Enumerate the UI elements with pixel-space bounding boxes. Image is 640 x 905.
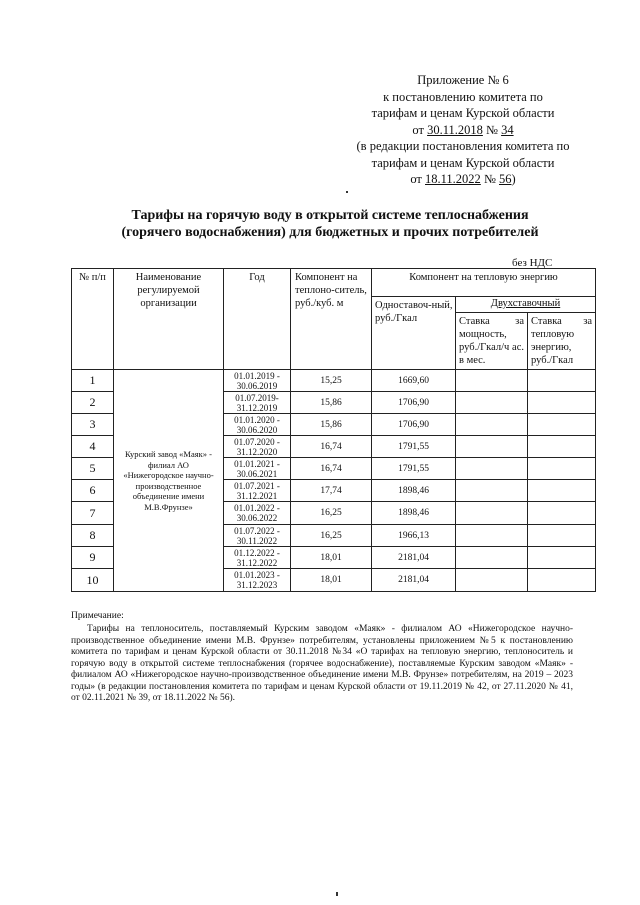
row-thermal-rate-value xyxy=(528,436,596,458)
note-text: Тарифы на теплоноситель, поставляемый Курским заводом «Маяк» - филиалом АО «Нижегородское научно-производственное объединение имени М.В. Фрунзе» потребителям, установлены приложением №5 к постановлению комитета по тарифам и ценам Курской области от 30.11.2018 №34 «О тарифах на тепловую энергию, теплоноситель и горячую воду в открытой системе теплоснабжения (горячее водоснабжение), поставляемые Курским заводом «Маяк» - филиалом АО «Нижегородское научно-производственное объединение имени М.В. Фрунзе» потребителям, на 2019 – 2023 годы» (в редакции постановления комитета по тарифам и ценам Курской области от 19.11.2019 № 42, от 27.11.2020 № 41, от 02.11.2021 № 39, от 18.11.2022 № 56). xyxy=(71,624,573,703)
appendix-line-6: тарифам и ценам Курской области xyxy=(371,155,555,170)
number-sign: № xyxy=(486,122,498,137)
header-carrier-component: Компонент на теплоно-ситель, руб./куб. м xyxy=(291,269,372,370)
row-carrier-value: 18,01 xyxy=(291,547,372,569)
row-thermal-rate-value xyxy=(528,458,596,480)
row-carrier-value: 15,25 xyxy=(291,370,372,392)
row-thermal-rate-value xyxy=(528,525,596,547)
row-power-rate-value xyxy=(456,370,528,392)
row-thermal-rate-value xyxy=(528,414,596,436)
row-period: 01.12.2022 - 31.12.2022 xyxy=(224,547,291,569)
appendix-date-line xyxy=(348,122,578,139)
row-single-rate-value: 1669,60 xyxy=(372,370,456,392)
amend-date: 18.11.2022 xyxy=(425,172,481,186)
vat-note: без НДС xyxy=(512,257,553,269)
header-number: № п/п xyxy=(72,269,114,370)
scan-mark xyxy=(336,892,338,896)
row-power-rate-value xyxy=(456,480,528,502)
amend-number-sign: № xyxy=(483,172,496,186)
row-carrier-value: 16,25 xyxy=(291,525,372,547)
row-period: 01.01.2023 - 31.12.2023 xyxy=(224,569,291,592)
row-single-rate-value: 1706,90 xyxy=(372,392,456,414)
tariff-table xyxy=(71,268,596,592)
row-carrier-value: 17,74 xyxy=(291,480,372,502)
row-single-rate-value: 2181,04 xyxy=(372,547,456,569)
document-title xyxy=(70,207,590,241)
row-period: 01.07.2019-31.12.2019 xyxy=(224,392,291,414)
row-thermal-rate-value xyxy=(528,392,596,414)
row-number: 7 xyxy=(72,502,114,525)
title-line-1: Тарифы на горячую воду в открытой системе теплоснабжения xyxy=(131,208,529,223)
row-number: 4 xyxy=(72,436,114,458)
header-energy-component: Компонент на тепловую энергию xyxy=(372,269,596,297)
from-prefix: от xyxy=(412,122,424,137)
row-period: 01.01.2020 - 30.06.2020 xyxy=(224,414,291,436)
resolution-date: 30.11.2018 xyxy=(427,122,483,137)
row-power-rate-value xyxy=(456,458,528,480)
row-thermal-rate-value xyxy=(528,370,596,392)
header-single-rate: Одноставоч-ный, руб./Гкал xyxy=(372,297,456,370)
row-period: 01.07.2021 - 31.12.2021 xyxy=(224,480,291,502)
title-line-2: (горячего водоснабжения) для бюджетных и прочих потребителей xyxy=(121,225,539,240)
row-number: 3 xyxy=(72,414,114,436)
resolution-number: 34 xyxy=(501,122,514,137)
row-number: 1 xyxy=(72,370,114,392)
row-single-rate-value: 2181,04 xyxy=(372,569,456,592)
note-heading: Примечание: xyxy=(71,611,124,621)
row-period: 01.01.2019 - 30.06.2019 xyxy=(224,370,291,392)
row-single-rate-value: 1791,55 xyxy=(372,458,456,480)
row-number: 10 xyxy=(72,569,114,592)
row-period: 01.01.2022 - 30.06.2022 xyxy=(224,502,291,525)
close-paren: ) xyxy=(511,172,516,186)
row-period: 01.07.2022 - 30.11.2022 xyxy=(224,525,291,547)
row-number: 9 xyxy=(72,547,114,569)
row-carrier-value: 16,74 xyxy=(291,436,372,458)
row-single-rate-value: 1706,90 xyxy=(372,414,456,436)
row-power-rate-value xyxy=(456,502,528,525)
scan-dot xyxy=(346,191,348,193)
header-thermal-rate: Ставка за тепловую энергию, руб./Гкал xyxy=(528,313,596,370)
row-single-rate-value: 1791,55 xyxy=(372,436,456,458)
appendix-line-2: к постановлению комитета по xyxy=(383,89,543,104)
table-row xyxy=(72,370,596,392)
row-power-rate-value xyxy=(456,569,528,592)
organization-name: Курский завод «Маяк» - филиал АО «Нижегородское научно-производственное объединение имени М.В.Фрунзе» xyxy=(114,370,224,592)
row-power-rate-value xyxy=(456,392,528,414)
row-power-rate-value xyxy=(456,547,528,569)
row-number: 5 xyxy=(72,458,114,480)
row-carrier-value: 15,86 xyxy=(291,392,372,414)
header-double-rate: Двухставочный xyxy=(456,297,596,313)
row-carrier-value: 15,86 xyxy=(291,414,372,436)
row-single-rate-value: 1966,13 xyxy=(372,525,456,547)
row-period: 01.01.2021 - 30.06.2021 xyxy=(224,458,291,480)
row-carrier-value: 16,25 xyxy=(291,502,372,525)
row-carrier-value: 16,74 xyxy=(291,458,372,480)
row-number: 8 xyxy=(72,525,114,547)
row-thermal-rate-value xyxy=(528,480,596,502)
row-thermal-rate-value xyxy=(528,502,596,525)
row-period: 01.07.2020 - 31.12.2020 xyxy=(224,436,291,458)
row-thermal-rate-value xyxy=(528,547,596,569)
row-number: 2 xyxy=(72,392,114,414)
row-power-rate-value xyxy=(456,414,528,436)
row-carrier-value: 18,01 xyxy=(291,569,372,592)
row-single-rate-value: 1898,46 xyxy=(372,502,456,525)
amend-date-line xyxy=(348,171,578,188)
appendix-line-5: (в редакции постановления комитета по xyxy=(356,139,570,153)
header-year: Год xyxy=(224,269,291,370)
header-organization: Наименование регулируемой организации xyxy=(114,269,224,370)
amend-from-prefix: от xyxy=(410,172,422,186)
row-power-rate-value xyxy=(456,525,528,547)
appendix-title: Приложение № 6 xyxy=(417,73,509,87)
amend-number: 56 xyxy=(499,172,512,186)
row-power-rate-value xyxy=(456,436,528,458)
appendix-line-3: тарифам и ценам Курской области xyxy=(371,106,555,120)
row-thermal-rate-value xyxy=(528,569,596,592)
header-power-rate: Ставка за мощность, руб./Гкал/ч ас. в мес. xyxy=(456,313,528,370)
row-single-rate-value: 1898,46 xyxy=(372,480,456,502)
appendix-header xyxy=(348,72,578,188)
row-number: 6 xyxy=(72,480,114,502)
